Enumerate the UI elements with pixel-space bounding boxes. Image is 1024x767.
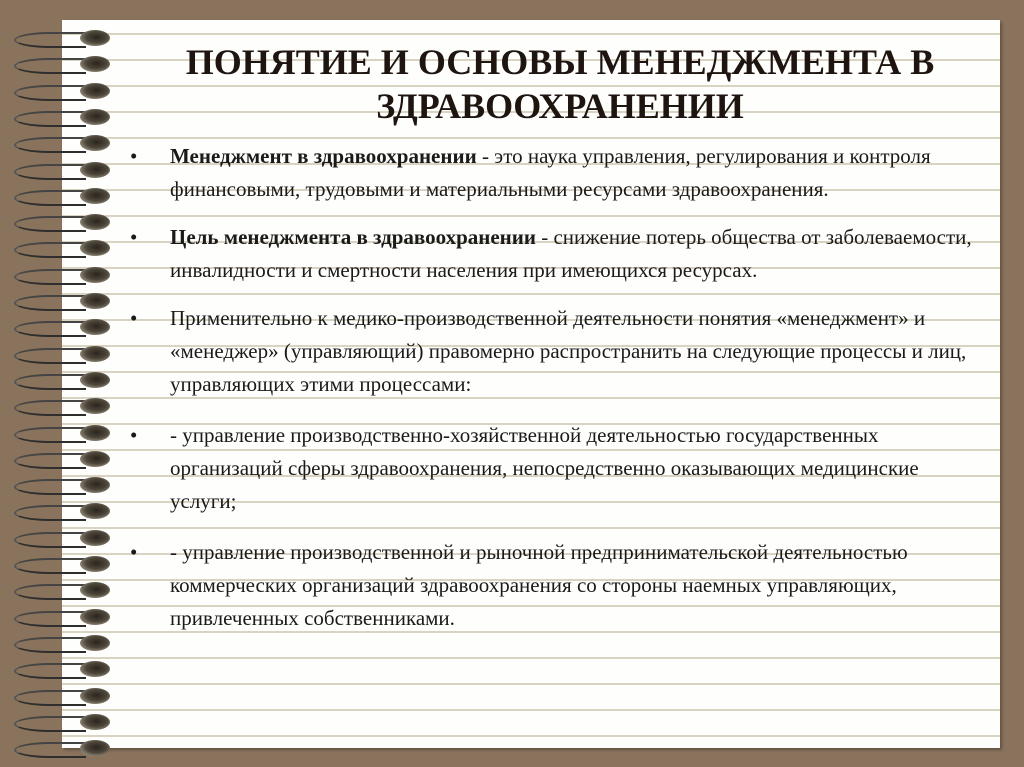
item-text: Применительно к медико-производственной деятельности понятия «менеджмент» и «менеджер» (управляющий) правомерно распространить на следующие процессы и лиц, управляющих этими процессами:	[170, 306, 967, 396]
spiral-ring	[14, 686, 110, 706]
definition: - это наука управления, регулирования и контроля финансовыми, трудовыми и материальными ресурсами здравоохранения.	[170, 144, 931, 201]
spiral-ring	[14, 659, 110, 679]
term: Цель менеджмента в здравоохранении	[170, 225, 536, 249]
spiral-ring	[14, 712, 110, 732]
spiral-ring	[14, 580, 110, 600]
term: Менеджмент в здравоохранении	[170, 144, 477, 168]
spiral-ring	[14, 107, 110, 127]
list-item	[130, 536, 980, 635]
spiral-ring	[14, 501, 110, 521]
spiral-ring	[14, 81, 110, 101]
definition: - снижение потерь общества от заболеваемости, инвалидности и смертности населения при имеющихся ресурсах.	[170, 225, 972, 282]
spiral-ring	[14, 738, 110, 758]
spiral-binding	[0, 0, 120, 767]
item-text: - управление производственной и рыночной предпринимательской деятельностью коммерческих организаций здравоохранения со стороны наемных управляющих, привлеченных собственниками.	[170, 540, 908, 630]
list-item	[130, 221, 980, 287]
spiral-ring	[14, 186, 110, 206]
spiral-ring	[14, 633, 110, 653]
spiral-ring	[14, 317, 110, 337]
spiral-ring	[14, 423, 110, 443]
spiral-ring	[14, 449, 110, 469]
spiral-ring	[14, 54, 110, 74]
spiral-ring	[14, 265, 110, 285]
list-item	[130, 140, 980, 206]
list-item	[130, 302, 980, 401]
spiral-ring	[14, 370, 110, 390]
slide-title: ПОНЯТИЕ И ОСНОВЫ МЕНЕДЖМЕНТА В ЗДРАВООХРАНЕНИИ	[185, 42, 935, 126]
spiral-ring	[14, 554, 110, 574]
item-text: - управление производственно-хозяйственной деятельностью государственных организаций сферы здравоохранения, непосредственно оказывающих медицинские услуги;	[170, 423, 919, 513]
spiral-ring	[14, 28, 110, 48]
spiral-ring	[14, 133, 110, 153]
bullet-list	[130, 140, 980, 650]
spiral-ring	[14, 396, 110, 416]
spiral-ring	[14, 212, 110, 232]
spiral-ring	[14, 528, 110, 548]
spiral-ring	[14, 475, 110, 495]
spiral-ring	[14, 291, 110, 311]
spiral-ring	[14, 238, 110, 258]
spiral-ring	[14, 160, 110, 180]
list-item	[130, 419, 980, 518]
spiral-ring	[14, 344, 110, 364]
spiral-ring	[14, 607, 110, 627]
